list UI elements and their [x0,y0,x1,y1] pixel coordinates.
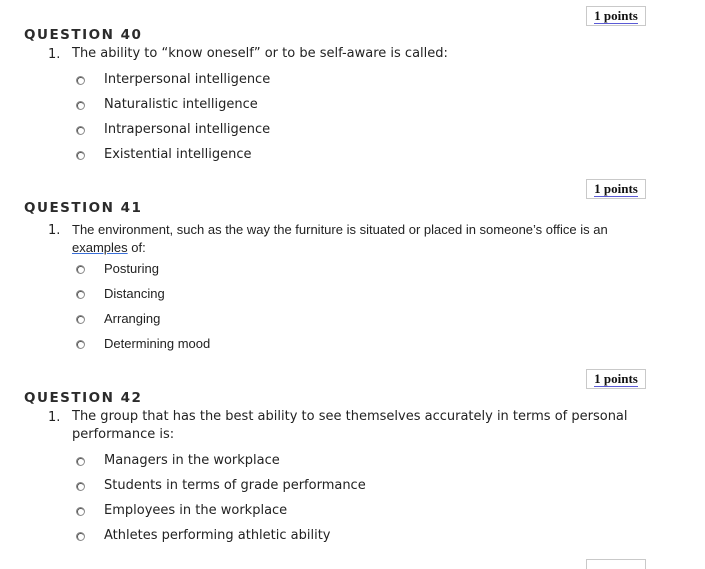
radio-button[interactable] [76,101,85,110]
answer-option[interactable] [0,336,705,356]
question-text-line [72,239,632,257]
answer-option[interactable] [0,147,705,167]
question-text [72,221,632,257]
answer-option[interactable] [0,453,705,473]
radio-button[interactable] [76,126,85,135]
answer-option[interactable] [0,503,705,523]
radio-button[interactable] [76,340,85,349]
question-title: QUESTION 40 [24,27,143,43]
question-text-line: performance is: [72,427,175,442]
radio-button[interactable] [76,507,85,516]
option-label: Determining mood [104,336,211,351]
question-text: The ability to “know oneself” or to be self-aware is called: [72,46,448,61]
option-label: Athletes performing athletic ability [104,528,331,543]
answer-option[interactable] [0,72,705,92]
radio-button[interactable] [76,76,85,85]
answer-option[interactable] [0,122,705,142]
question-title: QUESTION 42 [24,390,143,406]
question-title: QUESTION 41 [24,200,143,216]
question-text-rest: of: [127,240,146,255]
option-label: Posturing [104,261,159,276]
radio-button[interactable] [76,151,85,160]
option-label: Employees in the workplace [104,503,288,518]
question-text-line: The group that has the best ability to see themselves accurately in terms of personal [72,409,628,424]
option-label: Interpersonal intelligence [104,72,271,87]
answer-option[interactable] [0,311,705,331]
question-number: 1. [48,223,61,238]
radio-button[interactable] [76,457,85,466]
question-number: 1. [48,410,61,425]
option-label: Naturalistic intelligence [104,97,258,112]
points-badge: 1 points [586,369,646,389]
radio-button[interactable] [76,290,85,299]
answer-option[interactable] [0,97,705,117]
radio-button[interactable] [76,482,85,491]
spellcheck-underlined-word: examples [72,240,128,255]
option-label: Arranging [104,311,161,326]
answer-option[interactable] [0,478,705,498]
points-badge: 1 points [586,6,646,26]
question-text [72,408,632,444]
option-label: Managers in the workplace [104,453,280,468]
answer-option[interactable] [0,286,705,306]
option-label: Distancing [104,286,165,301]
radio-button[interactable] [76,265,85,274]
question-text-line: The environment, such as the way the furniture is situated or placed in someone’s office is an [72,222,608,237]
radio-button[interactable] [76,315,85,324]
question-number: 1. [48,47,61,62]
option-label: Existential intelligence [104,147,252,162]
answer-option[interactable] [0,528,705,548]
option-label: Intrapersonal intelligence [104,122,271,137]
answer-option[interactable] [0,261,705,281]
points-badge: 1 points [586,179,646,199]
points-badge-partial [586,559,646,569]
option-label: Students in terms of grade performance [104,478,366,493]
radio-button[interactable] [76,532,85,541]
